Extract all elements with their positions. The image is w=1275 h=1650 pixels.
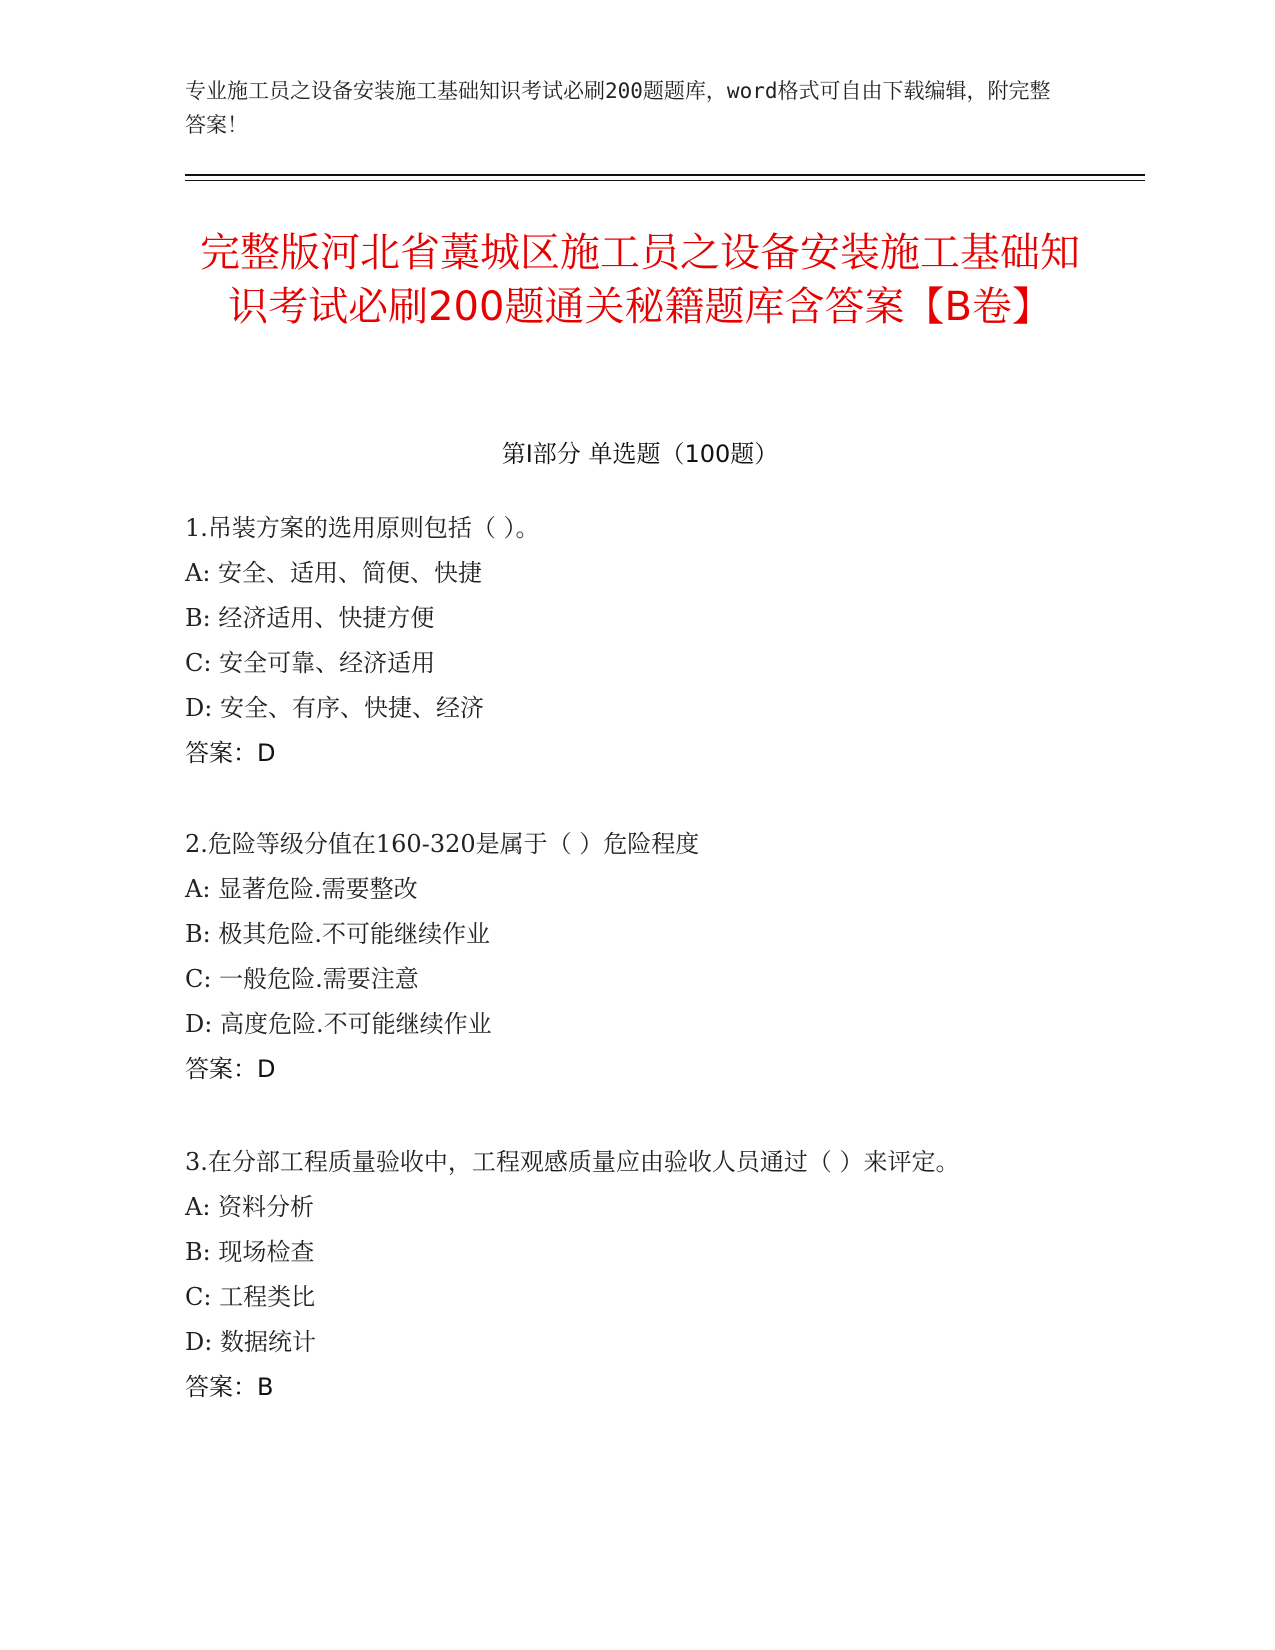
option-a: A: 安全、适用、简便、快捷 [185, 559, 483, 587]
header-note: 专业施工员之设备安装施工基础知识考试必刷200题题库，word格式可自由下载编辑，附完整答案！ [185, 79, 1051, 137]
option-a: A: 显著危险.需要整改 [185, 875, 418, 903]
option-b: B: 极其危险.不可能继续作业 [185, 920, 490, 948]
answer: 答案：D [185, 739, 276, 767]
question-1 [185, 506, 1085, 776]
header-divider-thick [185, 174, 1145, 176]
option-b: B: 现场检查 [185, 1238, 315, 1266]
option-d: D: 高度危险.不可能继续作业 [185, 1010, 492, 1038]
option-d: D: 安全、有序、快捷、经济 [185, 694, 484, 722]
section-heading: 第I部分 单选题（100题） [501, 440, 779, 468]
question-text: 1.吊装方案的选用原则包括（ ）。 [185, 514, 540, 542]
option-d: D: 数据统计 [185, 1328, 316, 1356]
document-title: 完整版河北省藁城区施工员之设备安装施工基础知识考试必刷200题通关秘籍题库含答案【B卷】 [200, 230, 1080, 330]
answer: 答案：D [185, 1055, 276, 1083]
question-2 [185, 822, 1085, 1092]
option-c: C: 工程类比 [185, 1283, 316, 1311]
option-b: B: 经济适用、快捷方便 [185, 604, 435, 632]
header-divider-thin [185, 180, 1145, 181]
question-text: 3.在分部工程质量验收中，工程观感质量应由验收人员通过（ ）来评定。 [185, 1148, 960, 1176]
answer: 答案：B [185, 1373, 274, 1401]
option-c: C: 一般危险.需要注意 [185, 965, 419, 993]
option-a: A: 资料分析 [185, 1193, 315, 1221]
option-c: C: 安全可靠、经济适用 [185, 649, 436, 677]
question-3 [185, 1140, 1085, 1410]
question-text: 2.危险等级分值在160-320是属于（ ）危险程度 [185, 830, 700, 858]
